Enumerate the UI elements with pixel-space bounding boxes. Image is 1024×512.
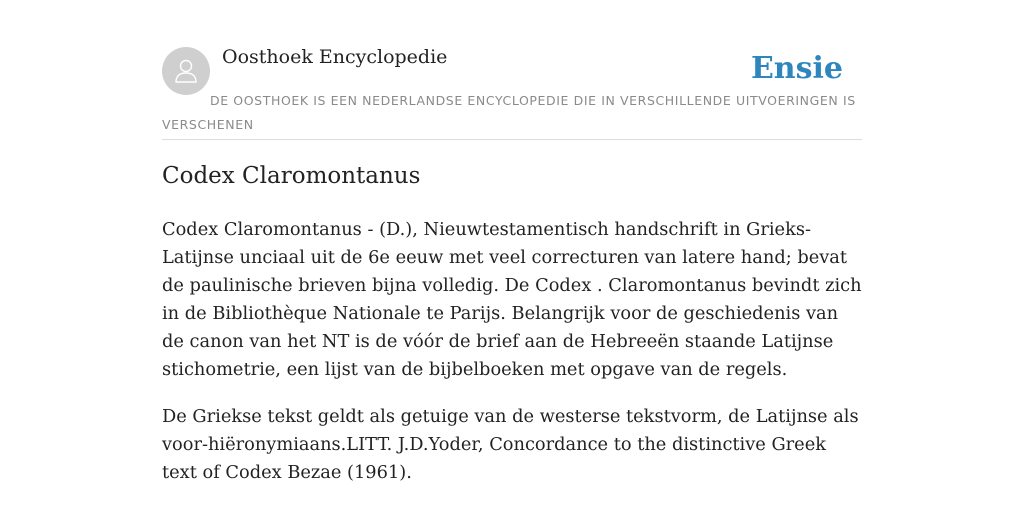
article-title: Codex Claromontanus bbox=[162, 163, 421, 189]
article-body bbox=[162, 216, 862, 506]
brand-logo[interactable]: Ensie bbox=[750, 51, 843, 86]
avatar[interactable] bbox=[162, 47, 210, 95]
page-container bbox=[162, 0, 862, 483]
site-tagline: DE OOSTHOEK IS EEN NEDERLANDSE ENCYCLOPEDIE DIE IN VERSCHILLENDE UITVOERINGEN IS VERSCHENEN bbox=[162, 93, 856, 132]
article-paragraph: De Griekse tekst geldt als getuige van de westerse tekstvorm, de Latijnse als voor-hiëronymiaans.LITT. J.D.Yoder, Concordance to the distinctive Greek text of Codex Bezae (1961). bbox=[162, 406, 859, 483]
site-name[interactable]: Oosthoek Encyclopedie bbox=[222, 46, 448, 68]
site-header bbox=[162, 0, 862, 140]
article-paragraph: Codex Claromontanus - (D.), Nieuwtestamentisch handschrift in Grieks-Latijnse unciaal uit de 6e eeuw met veel correcturen van latere hand; bevat de paulinische brieven bijna volledig. De Codex . Claromontanus bevindt zich in de Bibliothèque Nationale te Parijs. Belangrijk voor de geschiedenis van de canon van het NT is de vóór de brief aan de Hebreeën staande Latijnse stichometrie, een lijst van de bijbelboeken met opgave van de regels. bbox=[162, 219, 862, 380]
user-icon bbox=[171, 56, 201, 86]
